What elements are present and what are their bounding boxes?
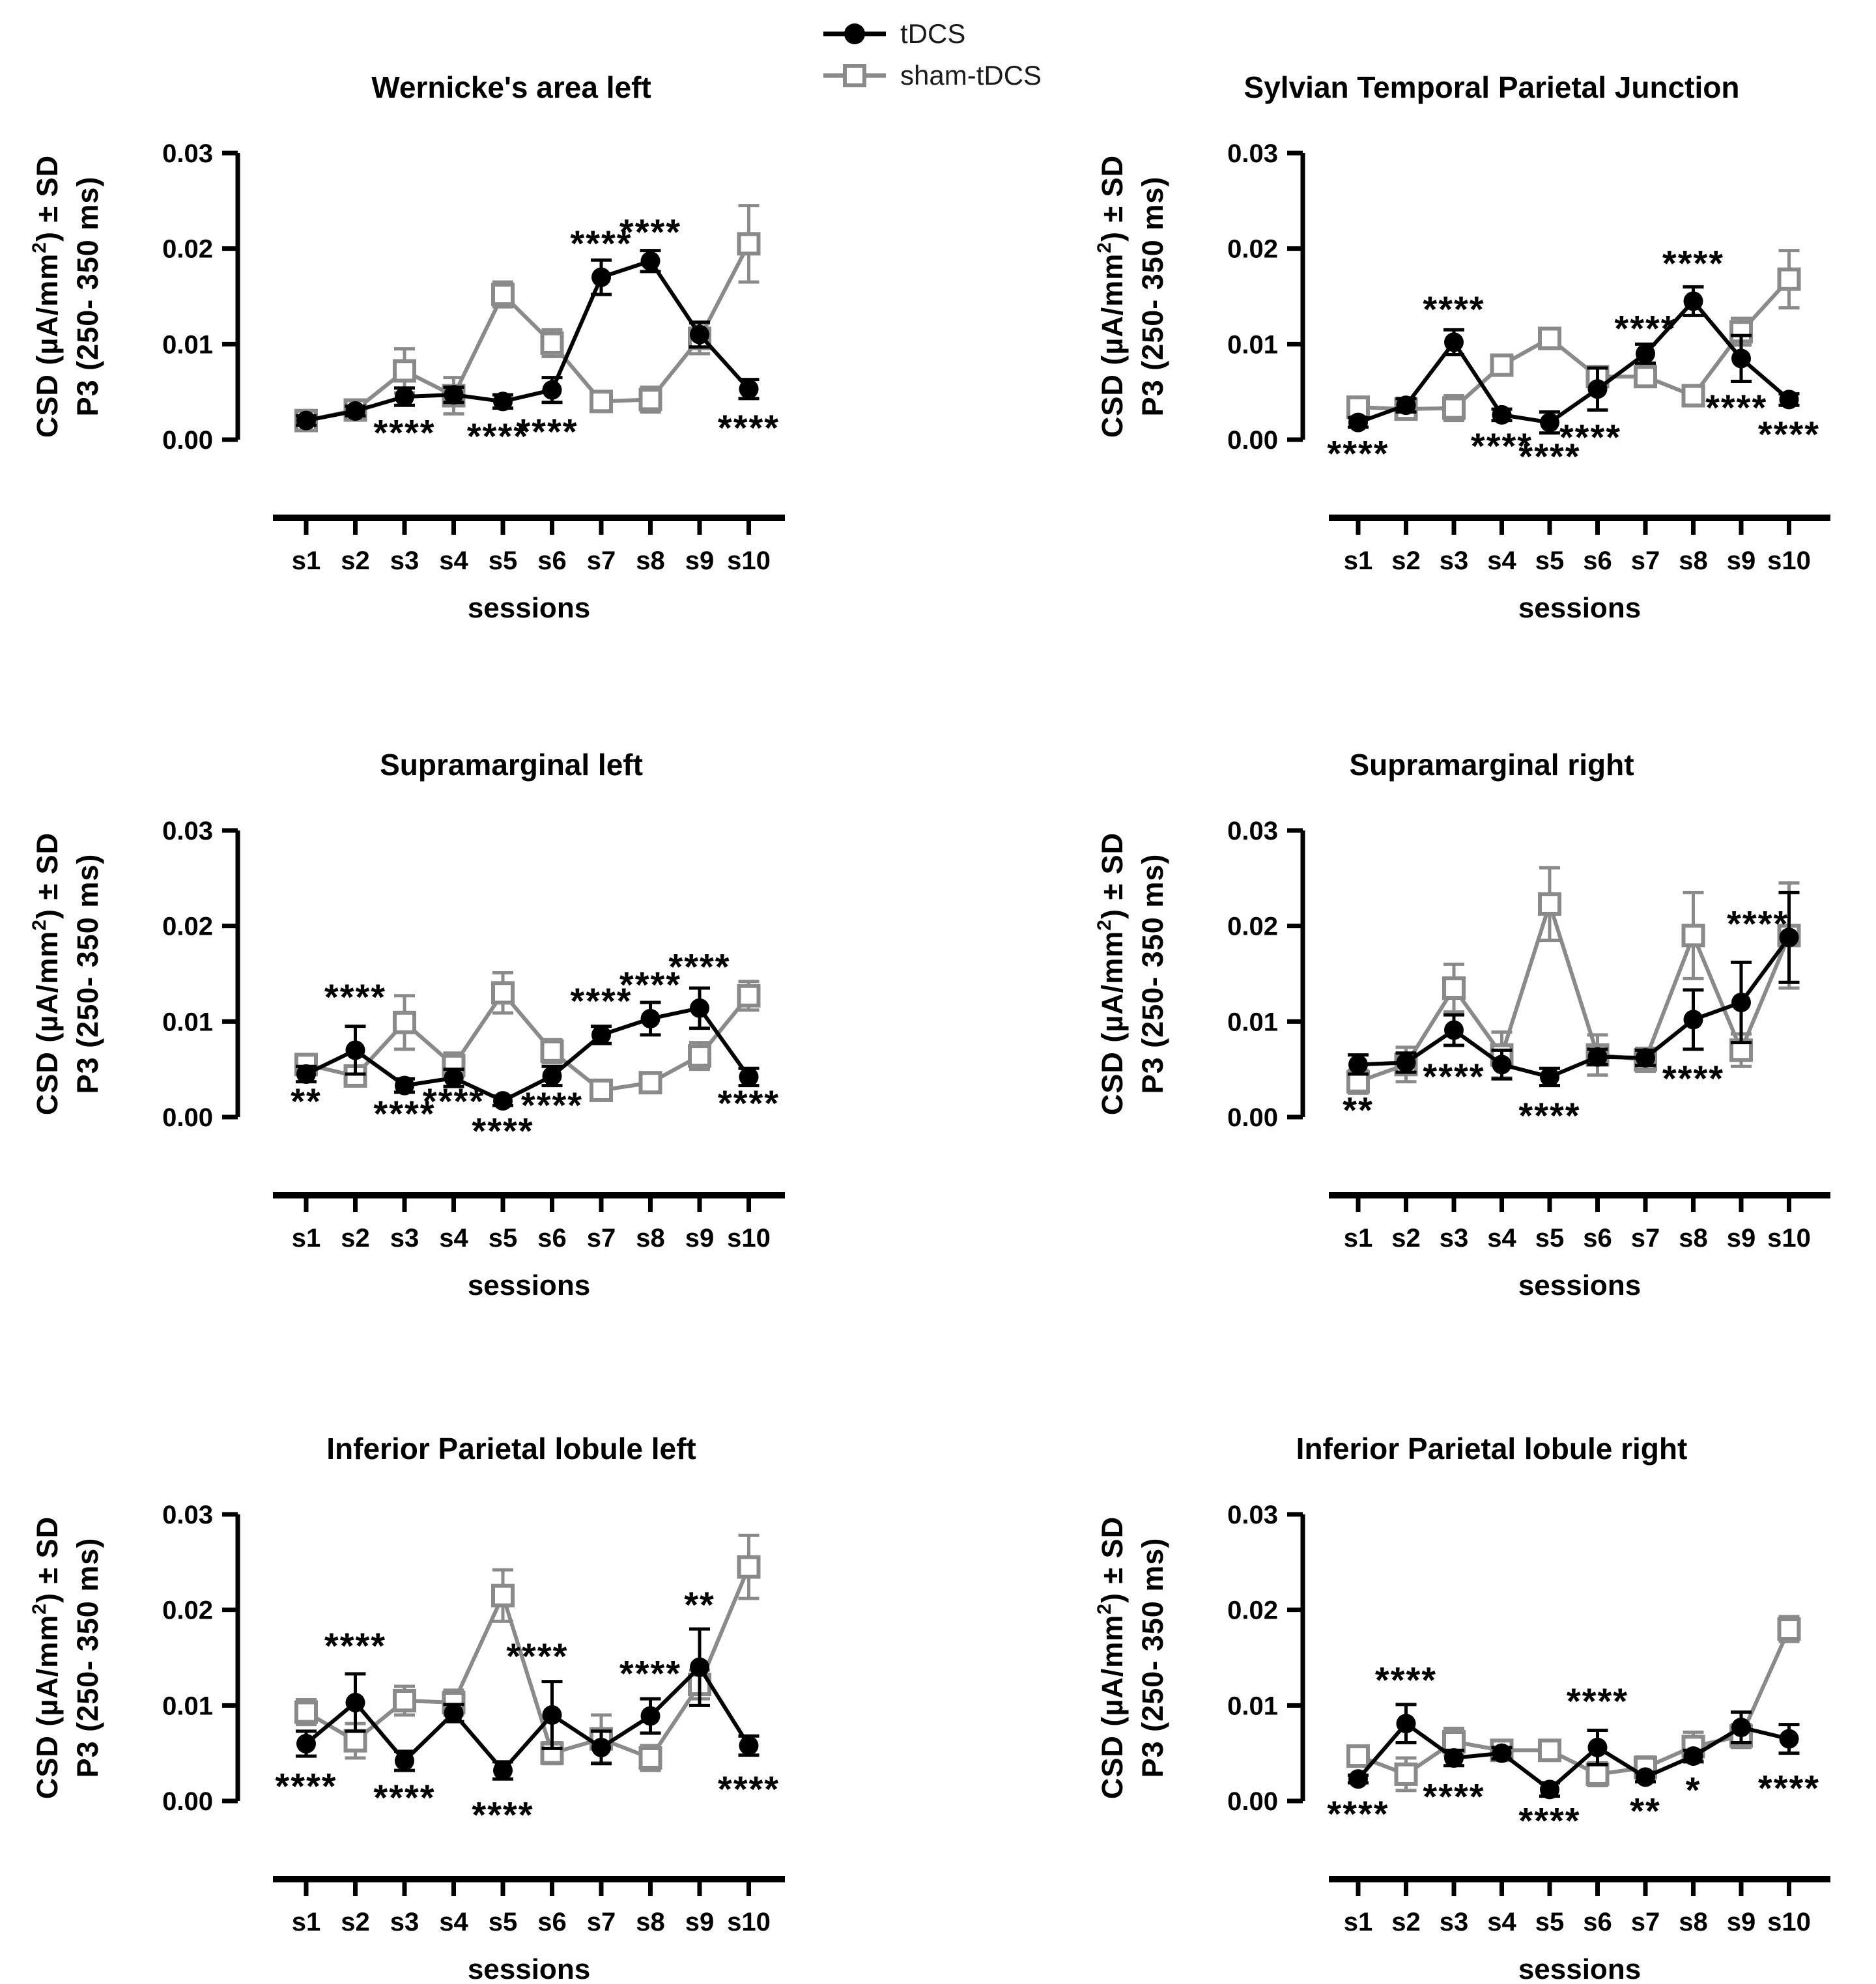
chart-canvas-supramarginal-right	[938, 677, 1876, 1339]
x-tick-label: s10	[727, 1908, 771, 1936]
data-point-filled-circle	[346, 1040, 365, 1060]
y-tick-label: 0.00	[162, 426, 213, 455]
x-tick-label: s10	[1767, 546, 1811, 575]
data-point-open-square	[1492, 356, 1512, 375]
x-tick-label: s1	[291, 546, 321, 575]
data-point-filled-circle	[641, 1706, 661, 1725]
significance-marker: ****	[570, 980, 632, 1022]
x-tick-label: s5	[1535, 1224, 1565, 1253]
significance-marker: *	[1685, 1769, 1701, 1811]
chart-supramarginal-right	[938, 677, 1876, 1339]
series-sham-tdcs	[1348, 868, 1800, 1093]
data-point-filled-circle	[1540, 413, 1559, 432]
y-tick-label: 0.00	[162, 1787, 213, 1816]
chart-canvas-sylvian-temporal-parietal-junction	[938, 0, 1876, 661]
data-point-filled-circle	[543, 380, 562, 400]
data-point-open-square	[739, 234, 759, 253]
data-point-filled-circle	[739, 1736, 759, 1755]
significance-marker: ****	[1727, 903, 1789, 944]
x-tick-label: s3	[390, 546, 419, 575]
data-point-filled-circle	[346, 401, 365, 421]
data-point-filled-circle	[493, 1761, 513, 1780]
y-tick-label: 0.00	[1227, 426, 1278, 455]
x-tick-label: s5	[488, 1224, 518, 1253]
x-tick-label: s2	[341, 546, 370, 575]
significance-marker: ****	[472, 1794, 534, 1835]
x-tick-label: s3	[1439, 1224, 1469, 1253]
x-tick-label: s9	[685, 546, 715, 575]
data-point-open-square	[1684, 926, 1703, 945]
data-point-filled-circle	[690, 999, 709, 1018]
x-tick-label: s6	[537, 546, 567, 575]
data-point-filled-circle	[591, 268, 611, 287]
data-point-open-square	[543, 333, 562, 353]
data-point-filled-circle	[395, 1751, 414, 1770]
x-axis-title: sessions	[1518, 1269, 1642, 1301]
x-tick-label: s3	[390, 1908, 419, 1936]
y-tick-label: 0.01	[162, 330, 213, 360]
data-point-filled-circle	[346, 1693, 365, 1712]
y-tick-label: 0.03	[1227, 139, 1278, 168]
data-point-filled-circle	[1397, 395, 1416, 415]
chart-inferior-parietal-lobule-left	[0, 1361, 938, 1984]
significance-marker: ****	[373, 1093, 436, 1135]
data-point-open-square	[296, 1703, 316, 1722]
data-point-filled-circle	[1492, 405, 1512, 425]
y-tick-label: 0.02	[1227, 912, 1278, 941]
x-tick-label: s2	[341, 1908, 370, 1936]
data-point-open-square	[493, 285, 513, 304]
significance-marker: ****	[1518, 1095, 1581, 1137]
significance-marker: ****	[1705, 387, 1768, 429]
chart-canvas-wernickes-area-left	[0, 0, 938, 661]
data-point-open-square	[1540, 1740, 1559, 1760]
significance-marker: ****	[717, 1768, 780, 1809]
data-point-filled-circle	[591, 1025, 611, 1045]
significance-marker: ****	[466, 416, 530, 457]
data-point-filled-circle	[1492, 1744, 1512, 1763]
y-tick-label: 0.01	[162, 1692, 213, 1721]
significance-marker: ****	[1614, 307, 1677, 349]
x-tick-label: s1	[1343, 546, 1373, 575]
x-tick-label: s1	[291, 1908, 321, 1936]
x-tick-label: s4	[1487, 1224, 1516, 1253]
chart-supramarginal-left	[0, 677, 938, 1339]
data-point-filled-circle	[1444, 332, 1464, 352]
x-tick-label: s10	[1767, 1908, 1811, 1936]
data-point-open-square	[1397, 1764, 1416, 1784]
data-point-filled-circle	[296, 1734, 316, 1753]
x-tick-label: s1	[1343, 1224, 1373, 1253]
chart-canvas-supramarginal-left	[0, 677, 938, 1339]
x-tick-label: s5	[488, 546, 518, 575]
significance-marker: **	[1343, 1089, 1374, 1131]
x-axis-title: sessions	[467, 1953, 591, 1984]
data-point-filled-circle	[1731, 1718, 1751, 1737]
data-point-filled-circle	[543, 1066, 562, 1086]
data-point-filled-circle	[1780, 1729, 1799, 1749]
x-tick-label: s1	[291, 1224, 321, 1253]
data-point-filled-circle	[1492, 1055, 1512, 1074]
x-tick-label: s4	[439, 546, 468, 575]
x-axis-title: sessions	[467, 1269, 591, 1301]
x-tick-label: s10	[727, 546, 771, 575]
data-point-filled-circle	[1540, 1067, 1559, 1086]
x-tick-label: s4	[1487, 1908, 1516, 1936]
data-point-filled-circle	[1684, 1746, 1703, 1766]
x-tick-label: s8	[636, 1908, 665, 1936]
y-axis-label-line1: CSD $(\mu A/mm^2)$ ± SD	[1094, 832, 1129, 1116]
y-axis-label-line1: CSD $(\mu A/mm^2)$ ± SD	[29, 154, 64, 438]
data-point-open-square	[690, 1046, 709, 1066]
x-tick-label: s5	[1535, 1908, 1565, 1936]
significance-marker: **	[291, 1081, 322, 1122]
significance-marker: ****	[1374, 1659, 1438, 1701]
y-axis-label-line2: P3 (250- 350 ms)	[71, 1537, 104, 1778]
data-point-filled-circle	[1636, 1767, 1655, 1787]
x-tick-label: s3	[1439, 546, 1469, 575]
data-point-open-square	[493, 1586, 513, 1606]
data-point-filled-circle	[690, 325, 709, 345]
data-point-filled-circle	[1540, 1779, 1559, 1799]
significance-marker: ****	[520, 1084, 584, 1126]
significance-marker: ****	[516, 410, 578, 452]
y-tick-label: 0.02	[1227, 234, 1278, 264]
data-point-filled-circle	[444, 385, 464, 404]
significance-marker: ****	[1423, 1055, 1485, 1097]
legend-label-sham-tdcs: sham-tDCS	[900, 60, 1042, 91]
significance-marker: ****	[1757, 414, 1821, 455]
y-tick-label: 0.01	[1227, 330, 1278, 360]
data-point-open-square	[739, 1557, 759, 1577]
data-point-open-square	[1636, 367, 1655, 386]
x-tick-label: s4	[1487, 546, 1516, 575]
y-tick-label: 0.01	[162, 1008, 213, 1037]
data-point-open-square	[493, 983, 513, 1002]
chart-inferior-parietal-lobule-right	[938, 1361, 1876, 1984]
data-point-open-square	[346, 1731, 365, 1751]
data-point-filled-circle	[395, 387, 414, 406]
x-tick-label: s3	[390, 1224, 419, 1253]
data-point-filled-circle	[690, 1658, 709, 1677]
data-point-filled-circle	[641, 1009, 661, 1028]
y-tick-label: 0.02	[162, 912, 213, 941]
data-point-filled-circle	[296, 411, 316, 431]
chart-title: Wernicke's area left	[371, 70, 651, 104]
chart-title: Inferior Parietal lobule left	[326, 1432, 696, 1466]
y-axis-label-line1: CSD $(\mu A/mm^2)$ ± SD	[29, 1516, 64, 1800]
data-point-open-square	[1444, 399, 1464, 418]
data-point-open-square	[641, 1748, 661, 1768]
significance-marker: ****	[1518, 1800, 1581, 1841]
significance-marker: ****	[422, 1081, 485, 1122]
significance-marker: ****	[1423, 1776, 1485, 1817]
x-axis-title: sessions	[467, 592, 591, 624]
x-tick-label: s8	[1679, 1908, 1708, 1936]
data-point-open-square	[395, 361, 414, 380]
data-point-filled-circle	[1348, 1055, 1368, 1074]
y-axis-label-line2: P3 (250- 350 ms)	[1136, 853, 1169, 1094]
x-tick-label: s9	[1726, 546, 1756, 575]
chart-sylvian-temporal-parietal-junction	[938, 0, 1876, 661]
y-axis-label-line2: P3 (250- 350 ms)	[1136, 1537, 1169, 1778]
data-point-filled-circle	[641, 251, 661, 271]
x-tick-label: s9	[685, 1908, 715, 1936]
y-axis-label-line1: CSD $(\mu A/mm^2)$ ± SD	[1094, 154, 1129, 438]
x-tick-label: s7	[586, 546, 616, 575]
x-tick-label: s6	[537, 1224, 567, 1253]
series-line	[306, 1667, 749, 1770]
data-point-filled-circle	[1636, 1048, 1655, 1068]
x-tick-label: s4	[439, 1908, 468, 1936]
data-point-filled-circle	[1348, 1769, 1368, 1789]
significance-marker: ****	[1662, 1057, 1725, 1099]
x-tick-label: s7	[586, 1224, 616, 1253]
x-tick-label: s2	[1391, 1908, 1421, 1936]
x-tick-label: s6	[1583, 546, 1612, 575]
x-tick-label: s5	[488, 1908, 518, 1936]
data-point-open-square	[1684, 386, 1703, 406]
significance-marker: ****	[1757, 1767, 1821, 1809]
significance-marker: ****	[717, 1083, 780, 1124]
x-tick-label: s2	[341, 1224, 370, 1253]
data-point-filled-circle	[1780, 390, 1799, 409]
y-axis-label-line2: P3 (250- 350 ms)	[71, 176, 104, 417]
data-point-open-square	[1540, 329, 1559, 348]
data-point-open-square	[591, 391, 611, 411]
x-tick-label: s3	[1439, 1908, 1469, 1936]
data-point-filled-circle	[493, 391, 513, 411]
significance-marker: **	[684, 1583, 715, 1625]
significance-marker: ****	[1327, 1793, 1389, 1835]
x-tick-label: s7	[586, 1908, 616, 1936]
x-tick-label: s9	[1726, 1908, 1756, 1936]
y-tick-label: 0.02	[162, 234, 213, 264]
significance-marker: ****	[1559, 416, 1622, 458]
y-axis-label-line1: CSD $(\mu A/mm^2)$ ± SD	[1094, 1516, 1129, 1800]
x-tick-label: s7	[1630, 1224, 1660, 1253]
x-tick-label: s8	[1679, 1224, 1708, 1253]
data-point-filled-circle	[1684, 1010, 1703, 1029]
data-point-open-square	[395, 1691, 414, 1710]
data-point-filled-circle	[739, 379, 759, 399]
data-point-filled-circle	[1731, 993, 1751, 1012]
y-tick-label: 0.00	[162, 1103, 213, 1132]
significance-marker: ****	[619, 964, 682, 1006]
x-tick-label: s7	[1630, 546, 1660, 575]
data-point-open-square	[1780, 270, 1799, 289]
chart-wernickes-area-left	[0, 0, 938, 661]
data-point-filled-circle	[1444, 1748, 1464, 1768]
significance-marker: ****	[1423, 289, 1485, 330]
data-point-filled-circle	[1588, 1738, 1608, 1757]
x-tick-label: s5	[1535, 546, 1565, 575]
series-line	[1358, 904, 1789, 1082]
data-point-open-square	[395, 1013, 414, 1032]
y-tick-label: 0.01	[1227, 1008, 1278, 1037]
data-point-filled-circle	[1397, 1053, 1416, 1072]
y-tick-label: 0.00	[1227, 1103, 1278, 1132]
data-point-open-square	[1588, 1764, 1608, 1784]
significance-marker: ****	[1327, 432, 1389, 474]
data-point-open-square	[543, 1042, 562, 1061]
significance-marker: ****	[506, 1636, 569, 1677]
chart-title: Supramarginal left	[380, 748, 643, 782]
data-point-filled-circle	[1731, 348, 1751, 368]
x-tick-label: s6	[1583, 1224, 1612, 1253]
y-tick-label: 0.02	[162, 1596, 213, 1625]
y-axis-label-line2: P3 (250- 350 ms)	[1136, 176, 1169, 417]
significance-marker: ****	[324, 976, 387, 1018]
x-tick-label: s4	[439, 1224, 468, 1253]
significance-marker: ****	[717, 406, 780, 448]
x-axis-title: sessions	[1518, 592, 1642, 624]
chart-title: Sylvian Temporal Parietal Junction	[1244, 70, 1740, 104]
data-point-filled-circle	[1444, 1021, 1464, 1040]
x-tick-label: s6	[1583, 1908, 1612, 1936]
y-tick-label: 0.03	[1227, 1501, 1278, 1529]
chart-title: Inferior Parietal lobule right	[1296, 1432, 1688, 1466]
y-tick-label: 0.03	[162, 817, 213, 845]
significance-marker: ****	[324, 1624, 387, 1666]
data-point-open-square	[591, 1081, 611, 1100]
data-point-filled-circle	[493, 1091, 513, 1111]
data-point-filled-circle	[1397, 1714, 1416, 1733]
y-tick-label: 0.03	[1227, 817, 1278, 845]
significance-marker: **	[1630, 1790, 1661, 1832]
data-point-open-square	[1444, 978, 1464, 998]
significance-marker: ****	[1470, 425, 1533, 466]
data-point-filled-circle	[1588, 1047, 1608, 1067]
x-tick-label: s6	[537, 1908, 567, 1936]
data-point-filled-circle	[1348, 413, 1368, 432]
data-point-open-square	[1780, 1619, 1799, 1639]
chart-canvas-inferior-parietal-lobule-right	[938, 1361, 1876, 1984]
significance-marker: ****	[668, 946, 731, 987]
data-point-open-square	[739, 986, 759, 1006]
data-point-open-square	[1540, 894, 1559, 914]
significance-marker: ****	[373, 1777, 436, 1819]
y-axis-label-line2: P3 (250- 350 ms)	[71, 853, 104, 1094]
x-tick-label: s8	[636, 1224, 665, 1253]
chart-title: Supramarginal right	[1349, 748, 1634, 782]
data-point-open-square	[1348, 1746, 1368, 1766]
y-tick-label: 0.02	[1227, 1596, 1278, 1625]
x-tick-label: s2	[1391, 1224, 1421, 1253]
x-tick-label: s9	[1726, 1224, 1756, 1253]
legend-label-tdcs: tDCS	[900, 18, 966, 49]
data-point-filled-circle	[1684, 291, 1703, 311]
data-point-open-square	[641, 1073, 661, 1092]
significance-marker: ****	[570, 222, 632, 264]
significance-marker: ****	[275, 1765, 337, 1807]
significance-marker: ****	[472, 1110, 534, 1152]
significance-marker: ****	[1662, 242, 1725, 284]
y-tick-label: 0.01	[1227, 1692, 1278, 1721]
x-tick-label: s1	[1343, 1908, 1373, 1936]
x-tick-label: s8	[1679, 546, 1708, 575]
x-tick-label: s9	[685, 1224, 715, 1253]
y-tick-label: 0.03	[162, 139, 213, 168]
x-tick-label: s7	[1630, 1908, 1660, 1936]
data-point-filled-circle	[543, 1705, 562, 1725]
significance-marker: ****	[619, 1652, 682, 1694]
chart-canvas-inferior-parietal-lobule-left	[0, 1361, 938, 1984]
y-tick-label: 0.03	[162, 1501, 213, 1529]
x-axis-title: sessions	[1518, 1953, 1642, 1984]
significance-marker: ****	[373, 412, 436, 453]
significance-marker: ****	[1518, 435, 1581, 477]
data-point-filled-circle	[444, 1703, 464, 1723]
x-tick-label: s8	[636, 546, 665, 575]
y-axis-label-line1: CSD $(\mu A/mm^2)$ ± SD	[29, 832, 64, 1116]
data-point-filled-circle	[591, 1738, 611, 1757]
x-tick-label: s2	[1391, 546, 1421, 575]
x-tick-label: s10	[727, 1224, 771, 1253]
significance-marker: ****	[619, 211, 682, 253]
y-tick-label: 0.00	[1227, 1787, 1278, 1816]
data-point-filled-circle	[395, 1076, 414, 1096]
data-point-open-square	[641, 390, 661, 409]
data-point-filled-circle	[1588, 379, 1608, 399]
significance-marker: ****	[1566, 1680, 1629, 1722]
x-tick-label: s10	[1767, 1224, 1811, 1253]
